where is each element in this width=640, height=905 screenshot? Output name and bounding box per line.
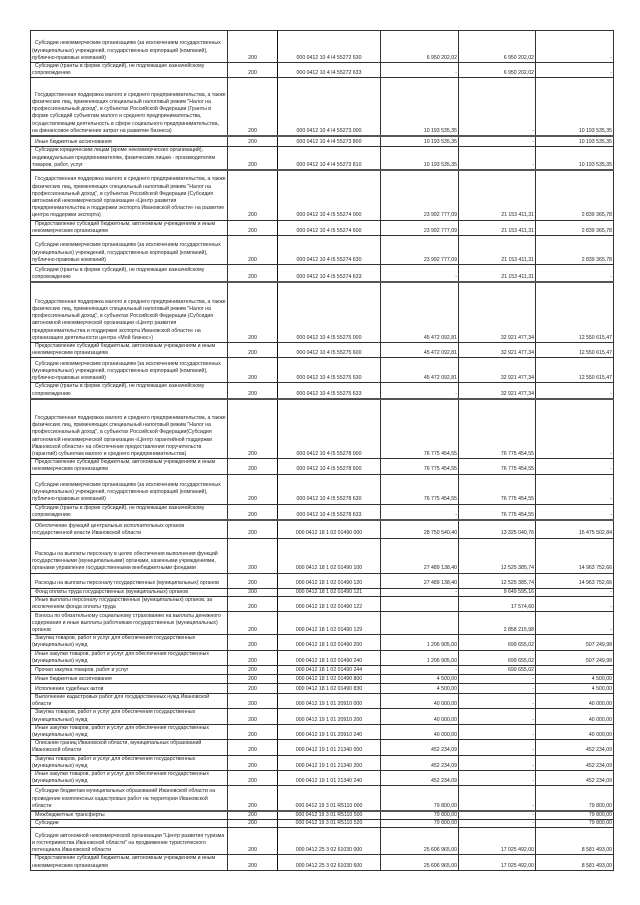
row-line-code: 200 bbox=[228, 596, 278, 611]
row-line-code: 200 bbox=[228, 520, 278, 538]
table-row bbox=[31, 588, 614, 596]
row-description: Закупка товаров, работ и услуг для обеспечения государственных (муниципальных) нужд bbox=[31, 755, 228, 770]
table-row bbox=[31, 520, 614, 538]
row-remaining-amount: 79 800,00 bbox=[536, 786, 614, 811]
row-executed-amount: - bbox=[459, 709, 536, 724]
row-budget-code: 000 0412 25 3 02 61030 000 bbox=[278, 828, 381, 855]
row-approved-amount: 45 472 092,81 bbox=[381, 282, 459, 342]
row-description: Иные закупки товаров, работ и услуг для обеспечения государственных (муниципальных) нужд bbox=[31, 724, 228, 739]
row-executed-amount: - bbox=[459, 786, 536, 811]
row-budget-code: 000 0412 18 1 02 01490 830 bbox=[278, 683, 381, 693]
row-budget-code: 000 0412 18 1 02 01490 800 bbox=[278, 674, 381, 683]
row-remaining-amount: - bbox=[536, 504, 614, 520]
table-row bbox=[31, 740, 614, 755]
row-approved-amount: 27 489 138,40 bbox=[381, 573, 459, 588]
row-description: Закупка товаров, работ и услуг для обеспечения государственных (муниципальных) нужд bbox=[31, 709, 228, 724]
row-budget-code: 000 0412 25 3 02 61030 600 bbox=[278, 855, 381, 870]
row-approved-amount bbox=[381, 612, 459, 635]
row-approved-amount: 76 775 454,55 bbox=[381, 459, 459, 474]
table-row bbox=[31, 828, 614, 855]
table-row bbox=[31, 771, 614, 786]
row-approved-amount: 10 193 535,35 bbox=[381, 147, 459, 170]
row-approved-amount: 28 750 540,40 bbox=[381, 520, 459, 538]
row-description: Межбюджетные трансферты bbox=[31, 811, 228, 820]
row-approved-amount: - bbox=[381, 264, 459, 282]
row-remaining-amount: 2 839 365,78 bbox=[536, 170, 614, 220]
row-remaining-amount: 10 193 535,35 bbox=[536, 136, 614, 147]
row-approved-amount: 40 000,00 bbox=[381, 709, 459, 724]
row-executed-amount: 21 153 411,31 bbox=[459, 220, 536, 235]
table-row bbox=[31, 504, 614, 520]
row-description: Субсидии (гранты в форме субсидий), не подлежащие казначейскому сопровождению bbox=[31, 63, 228, 78]
row-budget-code: 000 0412 10 4 I5 55275 633 bbox=[278, 383, 381, 399]
table-row bbox=[31, 811, 614, 820]
table-row bbox=[31, 342, 614, 357]
row-remaining-amount: 507 249,98 bbox=[536, 650, 614, 665]
row-line-code: 200 bbox=[228, 612, 278, 635]
row-remaining-amount: 2 839 365,78 bbox=[536, 235, 614, 264]
table-row bbox=[31, 596, 614, 611]
row-line-code: 200 bbox=[228, 358, 278, 383]
row-budget-code: 000 0412 18 1 02 01490 000 bbox=[278, 520, 381, 538]
row-budget-code: 000 0412 10 4 I4 55273 800 bbox=[278, 136, 381, 147]
row-remaining-amount: - bbox=[536, 665, 614, 674]
row-executed-amount: 12 525 385,74 bbox=[459, 538, 536, 573]
row-budget-code: 000 0412 10 4 I5 55274 000 bbox=[278, 170, 381, 220]
row-budget-code: 000 0412 19 3 01 R5110 000 bbox=[278, 786, 381, 811]
row-line-code: 200 bbox=[228, 147, 278, 170]
row-executed-amount: 2 858 215,98 bbox=[459, 612, 536, 635]
row-remaining-amount: 8 581 493,00 bbox=[536, 855, 614, 870]
row-remaining-amount: 452 234,09 bbox=[536, 771, 614, 786]
row-approved-amount: 40 000,00 bbox=[381, 724, 459, 739]
table-row bbox=[31, 538, 614, 573]
row-executed-amount: 32 921 477,34 bbox=[459, 342, 536, 357]
row-budget-code: 000 0412 10 4 I4 55272 633 bbox=[278, 63, 381, 78]
row-remaining-amount: - bbox=[536, 31, 614, 63]
table-row bbox=[31, 755, 614, 770]
row-description: Предоставление субсидий бюджетным, автономным учреждениям и иным некоммерческим организациям bbox=[31, 459, 228, 474]
row-approved-amount: 45 472 092,81 bbox=[381, 358, 459, 383]
row-line-code: 200 bbox=[228, 855, 278, 870]
row-budget-code: 000 0412 18 1 02 01490 120 bbox=[278, 573, 381, 588]
row-line-code: 200 bbox=[228, 786, 278, 811]
row-line-code: 200 bbox=[228, 342, 278, 357]
row-budget-code: 000 0412 10 4 I4 55273 810 bbox=[278, 147, 381, 170]
row-budget-code: 000 0412 10 4 I4 55272 630 bbox=[278, 31, 381, 63]
table-row bbox=[31, 399, 614, 459]
row-approved-amount: 23 992 777,09 bbox=[381, 220, 459, 235]
row-remaining-amount: 10 193 535,35 bbox=[536, 147, 614, 170]
row-executed-amount: 32 921 477,34 bbox=[459, 383, 536, 399]
row-description: Государственная поддержка малого и среднего предпринимательства, а также физических лиц, применяющих специальный налоговый режим "Налог на профессиональный доход", в субъектах Российской Федерации (Субсидия автономной некоммерческой организации «Центр развития предпринимательства и поддержки экспорта Ивановской области» на организацию деятельности центра «Мой бизнес») bbox=[31, 282, 228, 342]
row-line-code: 200 bbox=[228, 573, 278, 588]
row-approved-amount: 79 800,00 bbox=[381, 786, 459, 811]
row-budget-code: 000 0412 18 1 02 01490 100 bbox=[278, 538, 381, 573]
row-approved-amount: 23 992 777,09 bbox=[381, 170, 459, 220]
row-executed-amount: - bbox=[459, 683, 536, 693]
row-approved-amount: - bbox=[381, 504, 459, 520]
table-row bbox=[31, 220, 614, 235]
row-budget-code: 000 0412 10 4 I5 55274 600 bbox=[278, 220, 381, 235]
row-budget-code: 000 0412 10 4 I5 55278 630 bbox=[278, 474, 381, 504]
row-approved-amount: 1 206 905,00 bbox=[381, 650, 459, 665]
row-budget-code: 000 0412 19 1 01 20910 200 bbox=[278, 709, 381, 724]
row-executed-amount: 21 153 411,31 bbox=[459, 170, 536, 220]
row-budget-code: 000 0412 18 1 02 01490 129 bbox=[278, 612, 381, 635]
table-row bbox=[31, 31, 614, 63]
row-approved-amount: 452 234,09 bbox=[381, 740, 459, 755]
row-approved-amount: 76 775 454,55 bbox=[381, 399, 459, 459]
row-approved-amount: 10 193 535,35 bbox=[381, 136, 459, 147]
row-description: Государственная поддержка малого и среднего предпринимательства, а также физических лиц, применяющих специальный налоговый режим "Налог на профессиональный доход", в субъектах Российской Федерации (Гранты в форме субсидий субъектам малого и среднего предпринимательства, осуществляющим деятельность в сфере социального предпринимательства, на финансовое обеспечение затрат на развитие бизнеса) bbox=[31, 78, 228, 136]
row-approved-amount: 79 800,00 bbox=[381, 811, 459, 820]
row-description: Субсидии бюджетам муниципальных образований Ивановской области на проведение комплексных кадастровых работ на территории Ивановской области bbox=[31, 786, 228, 811]
row-approved-amount: 25 606 965,00 bbox=[381, 855, 459, 870]
row-remaining-amount: 79 800,00 bbox=[536, 811, 614, 820]
row-approved-amount: 4 500,00 bbox=[381, 683, 459, 693]
row-line-code: 200 bbox=[228, 709, 278, 724]
row-approved-amount: 76 775 454,55 bbox=[381, 474, 459, 504]
row-approved-amount: 27 489 138,40 bbox=[381, 538, 459, 573]
table-row bbox=[31, 170, 614, 220]
row-budget-code: 000 0412 18 1 02 01490 244 bbox=[278, 665, 381, 674]
table-row bbox=[31, 709, 614, 724]
row-executed-amount: 17 574,60 bbox=[459, 596, 536, 611]
row-budget-code: 000 0412 10 4 I5 55275 600 bbox=[278, 342, 381, 357]
row-executed-amount: 76 775 454,55 bbox=[459, 399, 536, 459]
row-remaining-amount: 40 000,00 bbox=[536, 724, 614, 739]
row-budget-code: 000 0412 10 4 I5 55278 633 bbox=[278, 504, 381, 520]
row-budget-code: 000 0412 19 1 01 21340 000 bbox=[278, 740, 381, 755]
table-row bbox=[31, 855, 614, 870]
row-remaining-amount: 12 550 615,47 bbox=[536, 342, 614, 357]
row-line-code: 200 bbox=[228, 665, 278, 674]
row-executed-amount: - bbox=[459, 755, 536, 770]
table-row bbox=[31, 358, 614, 383]
row-description: Предоставление субсидий бюджетным, автономным учреждениям и иным некоммерческим организациям bbox=[31, 220, 228, 235]
row-line-code: 200 bbox=[228, 504, 278, 520]
row-line-code: 200 bbox=[228, 650, 278, 665]
row-approved-amount: 452 234,09 bbox=[381, 771, 459, 786]
row-approved-amount bbox=[381, 596, 459, 611]
row-line-code: 200 bbox=[228, 136, 278, 147]
row-executed-amount: - bbox=[459, 724, 536, 739]
row-remaining-amount: - bbox=[536, 264, 614, 282]
row-budget-code: 000 0412 19 1 01 20910 000 bbox=[278, 693, 381, 708]
row-description: Субсидия автономной некоммерческой организации "Центр развития туризма и гостеприимства Ивановской области" на продвижение туристического потенциала Ивановской области bbox=[31, 828, 228, 855]
row-budget-code: 000 0412 19 3 01 R5110 500 bbox=[278, 811, 381, 820]
row-budget-code: 000 0412 10 4 I5 55275 000 bbox=[278, 282, 381, 342]
row-description: Взносы по обязательному социальному страхованию на выплаты денежного содержания и иные выплаты работникам государственных (муниципальных) органов bbox=[31, 612, 228, 635]
row-description: Субсидии bbox=[31, 820, 228, 828]
table-body bbox=[31, 31, 614, 871]
row-budget-code: 000 0412 18 1 02 01490 121 bbox=[278, 588, 381, 596]
row-line-code: 200 bbox=[228, 170, 278, 220]
row-line-code: 200 bbox=[228, 31, 278, 63]
row-description: Иные закупки товаров, работ и услуг для обеспечения государственных (муниципальных) нужд bbox=[31, 650, 228, 665]
row-approved-amount: 40 000,00 bbox=[381, 693, 459, 708]
row-line-code: 200 bbox=[228, 282, 278, 342]
row-line-code: 200 bbox=[228, 63, 278, 78]
row-executed-amount: 76 775 454,55 bbox=[459, 459, 536, 474]
row-line-code: 200 bbox=[228, 235, 278, 264]
row-description: Субсидии некоммерческим организациям (за исключением государственных (муниципальных) учреждений, государственных корпораций (компаний), публично-правовых компаний) bbox=[31, 31, 228, 63]
row-approved-amount: 6 950 202,02 bbox=[381, 31, 459, 63]
table-row bbox=[31, 264, 614, 282]
row-remaining-amount: 10 193 535,35 bbox=[536, 78, 614, 136]
row-approved-amount: 23 992 777,09 bbox=[381, 235, 459, 264]
row-description: Предоставление субсидий бюджетным, автономным учреждениям и иным некоммерческим организациям bbox=[31, 342, 228, 357]
row-executed-amount: 32 921 477,34 bbox=[459, 282, 536, 342]
row-executed-amount: - bbox=[459, 147, 536, 170]
row-line-code: 200 bbox=[228, 755, 278, 770]
row-executed-amount: 9 649 595,16 bbox=[459, 588, 536, 596]
row-approved-amount: - bbox=[381, 665, 459, 674]
row-executed-amount: - bbox=[459, 771, 536, 786]
table-row bbox=[31, 635, 614, 650]
row-line-code: 200 bbox=[228, 820, 278, 828]
row-executed-amount: 13 325 040,76 bbox=[459, 520, 536, 538]
row-description: Предоставление субсидий бюджетным, автономным учреждениям и иным некоммерческим организациям bbox=[31, 855, 228, 870]
row-description: Субсидии юридическим лицам (кроме некоммерческих организаций), индивидуальным предпринимателям, физическим лицам - производителям товаров, работ, услуг bbox=[31, 147, 228, 170]
row-remaining-amount: 2 839 365,78 bbox=[536, 220, 614, 235]
row-line-code: 200 bbox=[228, 811, 278, 820]
row-approved-amount: 10 193 535,35 bbox=[381, 78, 459, 136]
row-remaining-amount: 452 234,09 bbox=[536, 755, 614, 770]
row-budget-code: 000 0412 19 3 01 R5110 520 bbox=[278, 820, 381, 828]
row-line-code: 200 bbox=[228, 78, 278, 136]
row-description: Выполнение кадастровых работ для государственных нужд Ивановской области bbox=[31, 693, 228, 708]
row-executed-amount: 699 655,02 bbox=[459, 635, 536, 650]
row-description: Субсидии (гранты в форме субсидий), не подлежащие казначейскому сопровождению bbox=[31, 504, 228, 520]
row-description: Фонд оплаты труда государственных (муниципальных) органов bbox=[31, 588, 228, 596]
row-executed-amount: - bbox=[459, 674, 536, 683]
row-description: Субсидии некоммерческим организациям (за исключением государственных (муниципальных) учреждений, государственных корпораций (компаний), публично-правовых компаний) bbox=[31, 235, 228, 264]
table-row bbox=[31, 573, 614, 588]
row-approved-amount: 45 472 092,81 bbox=[381, 342, 459, 357]
row-approved-amount: - bbox=[381, 588, 459, 596]
row-line-code: 200 bbox=[228, 674, 278, 683]
row-budget-code: 000 0412 10 4 I5 55278 600 bbox=[278, 459, 381, 474]
row-approved-amount: 1 206 905,00 bbox=[381, 635, 459, 650]
row-budget-code: 000 0412 10 4 I5 55274 630 bbox=[278, 235, 381, 264]
row-remaining-amount: 14 963 752,66 bbox=[536, 538, 614, 573]
row-description: Иные выплаты персоналу государственных (муниципальных) органов, за исключением фонда оплаты труда bbox=[31, 596, 228, 611]
row-line-code: 200 bbox=[228, 740, 278, 755]
row-description: Субсидии некоммерческим организациям (за исключением государственных (муниципальных) учреждений, государственных корпораций (компаний), публично-правовых компаний) bbox=[31, 358, 228, 383]
table-row bbox=[31, 724, 614, 739]
row-budget-code: 000 0412 18 1 02 01490 240 bbox=[278, 650, 381, 665]
row-executed-amount: 76 775 454,55 bbox=[459, 504, 536, 520]
row-budget-code: 000 0412 19 1 01 21340 240 bbox=[278, 771, 381, 786]
row-line-code: 200 bbox=[228, 264, 278, 282]
row-remaining-amount: - bbox=[536, 63, 614, 78]
row-executed-amount: - bbox=[459, 820, 536, 828]
table-row bbox=[31, 235, 614, 264]
row-budget-code: 000 0412 10 4 I5 55278 000 bbox=[278, 399, 381, 459]
row-executed-amount: - bbox=[459, 78, 536, 136]
row-approved-amount: 25 606 965,00 bbox=[381, 828, 459, 855]
row-executed-amount: - bbox=[459, 811, 536, 820]
row-line-code: 200 bbox=[228, 399, 278, 459]
row-line-code: 200 bbox=[228, 474, 278, 504]
row-executed-amount: 12 525 385,74 bbox=[459, 573, 536, 588]
table-row bbox=[31, 820, 614, 828]
row-remaining-amount: 14 963 752,66 bbox=[536, 573, 614, 588]
row-remaining-amount: 79 800,00 bbox=[536, 820, 614, 828]
row-budget-code: 000 0412 18 1 02 01490 122 bbox=[278, 596, 381, 611]
row-approved-amount: 4 500,00 bbox=[381, 674, 459, 683]
row-description: Субсидии (гранты в форме субсидий), не подлежащие казначейскому сопровождению bbox=[31, 264, 228, 282]
table-row bbox=[31, 147, 614, 170]
table-row bbox=[31, 459, 614, 474]
row-executed-amount: 699 655,02 bbox=[459, 665, 536, 674]
table-row bbox=[31, 383, 614, 399]
row-remaining-amount: 4 500,00 bbox=[536, 683, 614, 693]
row-approved-amount: 79 800,00 bbox=[381, 820, 459, 828]
table-row bbox=[31, 63, 614, 78]
table-row bbox=[31, 693, 614, 708]
row-remaining-amount: 12 550 615,47 bbox=[536, 282, 614, 342]
row-line-code: 200 bbox=[228, 588, 278, 596]
row-description: Иные закупки товаров, работ и услуг для обеспечения государственных (муниципальных) нужд bbox=[31, 771, 228, 786]
row-description: Расходы на выплаты персоналу государственных (муниципальных) органов bbox=[31, 573, 228, 588]
row-line-code: 200 bbox=[228, 635, 278, 650]
row-description: Субсидии некоммерческим организациям (за исключением государственных (муниципальных) учреждений, государственных корпораций (компаний), публично-правовых компаний) bbox=[31, 474, 228, 504]
table-row bbox=[31, 282, 614, 342]
row-description: Государственная поддержка малого и среднего предпринимательства, а также физических лиц, применяющих специальный налоговый режим "Налог на профессиональный доход", в субъектах Российской Федерации (Субсидия автономной некоммерческой организации «Центр развития предпринимательства и поддержки экспорта Ивановской области» на развитие центра поддержки экспорта) bbox=[31, 170, 228, 220]
table-row bbox=[31, 612, 614, 635]
row-description: Исполнение судебных актов bbox=[31, 683, 228, 693]
row-line-code: 200 bbox=[228, 220, 278, 235]
row-description: Государственная поддержка малого и среднего предпринимательства, а также физических лиц, применяющих специальный налоговый режим "Налог на профессиональный доход", в субъектах Российской Федерации(Субсидия автономной некоммерческой организации «Центр гарантийной поддержки Ивановской области» на обеспечение предоставления поручительств (гарантий) субъектам малого и среднего предпринимательства) bbox=[31, 399, 228, 459]
row-executed-amount: - bbox=[459, 693, 536, 708]
row-line-code: 200 bbox=[228, 771, 278, 786]
row-executed-amount: 21 153 411,31 bbox=[459, 235, 536, 264]
row-remaining-amount: 40 000,00 bbox=[536, 693, 614, 708]
row-executed-amount: 17 025 492,00 bbox=[459, 828, 536, 855]
row-remaining-amount: - bbox=[536, 474, 614, 504]
row-remaining-amount: 4 500,00 bbox=[536, 674, 614, 683]
table-row bbox=[31, 683, 614, 693]
row-approved-amount: - bbox=[381, 63, 459, 78]
row-line-code: 200 bbox=[228, 538, 278, 573]
table-row bbox=[31, 650, 614, 665]
row-line-code: 200 bbox=[228, 828, 278, 855]
table-row bbox=[31, 474, 614, 504]
row-budget-code: 000 0412 19 1 01 21340 200 bbox=[278, 755, 381, 770]
row-line-code: 200 bbox=[228, 383, 278, 399]
row-executed-amount: 17 025 492,00 bbox=[459, 855, 536, 870]
row-executed-amount: - bbox=[459, 740, 536, 755]
row-executed-amount: 6 950 202,02 bbox=[459, 63, 536, 78]
row-remaining-amount: - bbox=[536, 588, 614, 596]
row-executed-amount: 699 655,02 bbox=[459, 650, 536, 665]
row-remaining-amount: - bbox=[536, 612, 614, 635]
row-budget-code: 000 0412 18 1 02 01490 200 bbox=[278, 635, 381, 650]
row-remaining-amount: - bbox=[536, 399, 614, 459]
row-executed-amount: 6 950 202,02 bbox=[459, 31, 536, 63]
row-approved-amount: - bbox=[381, 383, 459, 399]
row-description: Иные бюджетные ассигнования bbox=[31, 136, 228, 147]
row-description: Иные бюджетные ассигнования bbox=[31, 674, 228, 683]
row-approved-amount: 452 234,09 bbox=[381, 755, 459, 770]
row-executed-amount: 21 153 411,31 bbox=[459, 264, 536, 282]
table-row bbox=[31, 665, 614, 674]
row-remaining-amount: 8 581 493,00 bbox=[536, 828, 614, 855]
row-remaining-amount: 452 234,09 bbox=[536, 740, 614, 755]
row-budget-code: 000 0412 10 4 I5 55274 633 bbox=[278, 264, 381, 282]
row-budget-code: 000 0412 19 1 01 20910 240 bbox=[278, 724, 381, 739]
row-remaining-amount: - bbox=[536, 459, 614, 474]
row-description: Закупка товаров, работ и услуг для обеспечения государственных (муниципальных) нужд bbox=[31, 635, 228, 650]
row-remaining-amount: 15 475 502,84 bbox=[536, 520, 614, 538]
row-remaining-amount: - bbox=[536, 383, 614, 399]
budget-execution-table bbox=[30, 30, 614, 871]
row-remaining-amount: 507 249,98 bbox=[536, 635, 614, 650]
row-description: Расходы на выплаты персоналу в целях обеспечения выполнения функций государственными (муниципальными) органами, казенными учреждениями, органами управления государственными внебюджетными фондами bbox=[31, 538, 228, 573]
row-executed-amount: - bbox=[459, 136, 536, 147]
row-line-code: 200 bbox=[228, 683, 278, 693]
table-row bbox=[31, 136, 614, 147]
row-description: Прочая закупка товаров, работ и услуг bbox=[31, 665, 228, 674]
row-description: Субсидии (гранты в форме субсидий), не подлежащие казначейскому сопровождению bbox=[31, 383, 228, 399]
row-description: Обеспечение функций центральных исполнительных органов государственной власти Ивановской области bbox=[31, 520, 228, 538]
row-line-code: 200 bbox=[228, 693, 278, 708]
row-budget-code: 000 0412 10 4 I5 55275 630 bbox=[278, 358, 381, 383]
row-budget-code: 000 0412 10 4 I4 55273 000 bbox=[278, 78, 381, 136]
row-executed-amount: 76 775 454,55 bbox=[459, 474, 536, 504]
row-description: Описание границ Ивановской области, муниципальных образований Ивановской области bbox=[31, 740, 228, 755]
table-row bbox=[31, 674, 614, 683]
row-remaining-amount: - bbox=[536, 596, 614, 611]
table-row bbox=[31, 78, 614, 136]
row-remaining-amount: 40 000,00 bbox=[536, 709, 614, 724]
row-executed-amount: 32 921 477,34 bbox=[459, 358, 536, 383]
row-remaining-amount: 12 550 615,47 bbox=[536, 358, 614, 383]
row-line-code: 200 bbox=[228, 724, 278, 739]
row-line-code: 200 bbox=[228, 459, 278, 474]
table-row bbox=[31, 786, 614, 811]
